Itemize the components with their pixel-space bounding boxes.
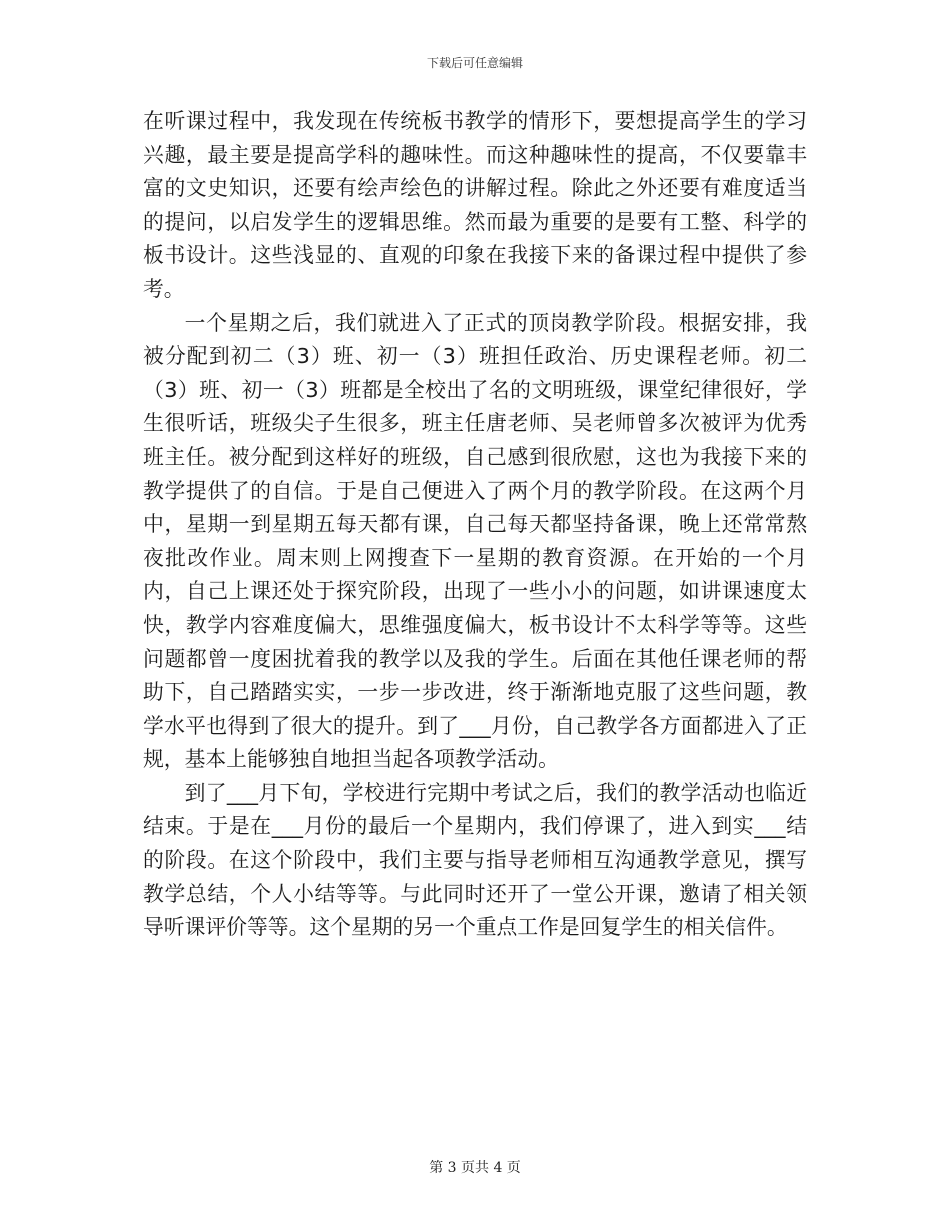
paragraph-3: 到了___月下旬，学校进行完期中考试之后，我们的教学活动也临近结束。于是在___月份的最后一个星期内，我们停课了，进入到实___结的阶段。在这个阶段中，我们主要与指导老师相互沟通教学意见，撰写教学总结，个人小结等等。与此同时还开了一堂公开课，邀请了相关领导听课评价等等。这个星期的另一个重点工作是回复学生的相关信件。 xyxy=(143,780,807,940)
page-header: 下载后可任意编辑 xyxy=(426,56,523,70)
document-body xyxy=(143,105,807,945)
paragraph-1: 在听课过程中，我发现在传统板书教学的情形下，要想提高学生的学习兴趣，最主要是提高学科的趣味性。而这种趣味性的提高，不仅要靠丰富的文史知识，还要有绘声绘色的讲解过程。除此之外还要有难度适当的提问，以启发学生的逻辑思维。然而最为重要的是要有工整、科学的板书设计。这些浅显的、直观的印象在我接下来的备课过程中提供了参考。 xyxy=(143,109,807,301)
page-footer: 第 3 页共 4 页 xyxy=(429,1160,521,1176)
paragraph-2: 一个星期之后，我们就进入了正式的顶岗教学阶段。根据安排，我被分配到初二（3）班、初一（3）班担任政治、历史课程老师。初二（3）班、初一（3）班都是全校出了名的文明班级，课堂纪律很好，学生很听话，班级尖子生很多，班主任唐老师、吴老师曾多次被评为优秀班主任。被分配到这样好的班级，自己感到很欣慰，这也为我接下来的教学提供了的自信。于是自己便进入了两个月的教学阶段。在这两个月中，星期一到星期五每天都有课，自己每天都坚持备课，晚上还常常熬夜批改作业。周末则上网搜查下一星期的教育资源。在开始的一个月内，自己上课还处于探究阶段，出现了一些小小的问题，如讲课速度太快，教学内容难度偏大，思维强度偏大，板书设计不太科学等等。这些问题都曾一度困扰着我的教学以及我的学生。后面在其他任课老师的帮助下，自己踏踏实实，一步一步改进，终于渐渐地克服了这些问题，教学水平也得到了很大的提升。到了___月份，自己教学各方面都进入了正规，基本上能够独自地担当起各项教学活动。 xyxy=(143,310,807,772)
